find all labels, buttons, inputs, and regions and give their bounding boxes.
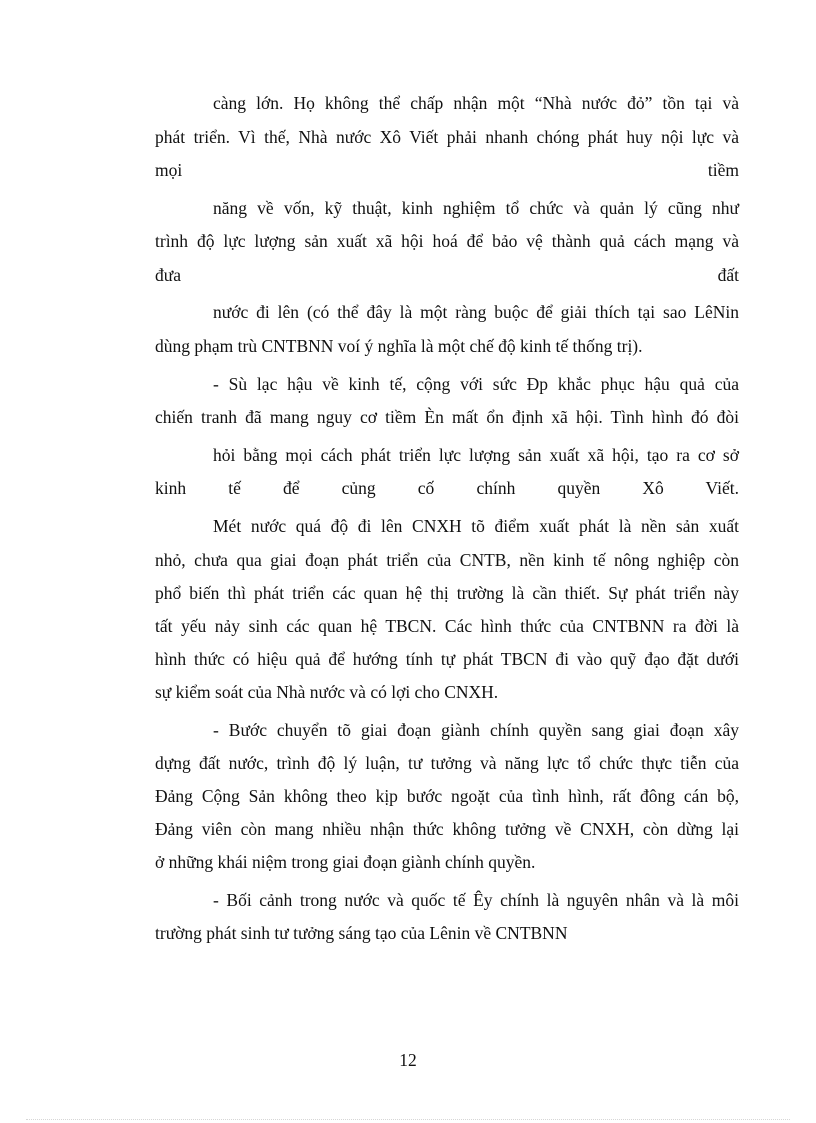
- text-line: - Bối cảnh trong nước và quốc tế Êy chính là nguyên nhân và là môi: [213, 890, 739, 910]
- text-line: phổ biến thì phát triển các quan hệ thị trường là cần thiết. Sự phát triển này: [155, 583, 739, 603]
- text-line: trình độ lực lượng sản xuất xã hội hoá để bảo vệ thành quả cách mạng và: [155, 231, 739, 251]
- text-line: - Bước chuyển tõ giai đoạn giành chính quyền sang giai đoạn xây: [213, 720, 739, 740]
- text-line: chiến tranh đã mang nguy cơ tiềm Èn mất ổn định xã hội. Tình hình đó đòi: [155, 407, 739, 427]
- text-line: năng về vốn, kỹ thuật, kinh nghiệm tổ chức và quản lý cũng như: [213, 198, 739, 218]
- text-line: Đảng viên còn mang nhiều nhận thức không tưởng về CNXH, còn dừng lại: [155, 819, 739, 839]
- text-line: Đảng Cộng Sản không theo kịp bước ngoặt của tình hình, rất đông cán bộ,: [155, 786, 739, 806]
- text-line: Mét nước quá độ đi lên CNXH tõ điểm xuất phát là nền sản xuất: [213, 516, 739, 536]
- text-line: tất yếu nảy sinh các quan hệ TBCN. Các hình thức của CNTBNN ra đời là: [155, 616, 739, 636]
- text-line: kinh tế để củng cố chính quyền Xô Viết.: [155, 478, 739, 498]
- text-line: nước đi lên (có thể đây là một ràng buộc để giải thích tại sao LêNin: [213, 302, 739, 322]
- text-line: nhỏ, chưa qua giai đoạn phát triển của CNTB, nền kinh tế nông nghiệp còn: [155, 550, 739, 570]
- text-line: hỏi bằng mọi cách phát triển lực lượng sản xuất xã hội, tạo ra cơ sở: [213, 445, 739, 465]
- text-line: đưa đất: [155, 265, 739, 285]
- text-line: dùng phạm trù CNTBNN voí ý nghĩa là một chế độ kinh tế thống trị).: [155, 336, 643, 356]
- text-line: ở những khái niệm trong giai đoạn giành chính quyền.: [155, 852, 536, 872]
- text-line: trường phát sinh tư tưởng sáng tạo của Lênin về CNTBNN: [155, 923, 568, 943]
- text-line: - Sù lạc hậu về kinh tế, cộng với sức Ðp khắc phục hậu quả của: [213, 374, 739, 394]
- text-line: hình thức có hiệu quả để hướng tính tự phát TBCN đi vào quỹ đạo đặt dưới: [155, 649, 739, 669]
- page-number: 12: [399, 1050, 417, 1070]
- page-bottom-border: [26, 1119, 790, 1120]
- text-line: phát triển. Vì thế, Nhà nước Xô Viết phải nhanh chóng phát huy nội lực và: [155, 127, 739, 147]
- text-line: mọi tiềm: [155, 160, 739, 180]
- text-line: dựng đất nước, trình độ lý luận, tư tưởng và năng lực tổ chức thực tiễn của: [155, 753, 739, 773]
- text-line: càng lớn. Họ không thể chấp nhận một “Nhà nước đỏ” tồn tại và: [213, 93, 739, 113]
- text-line: sự kiểm soát của Nhà nước và có lợi cho CNXH.: [155, 682, 499, 702]
